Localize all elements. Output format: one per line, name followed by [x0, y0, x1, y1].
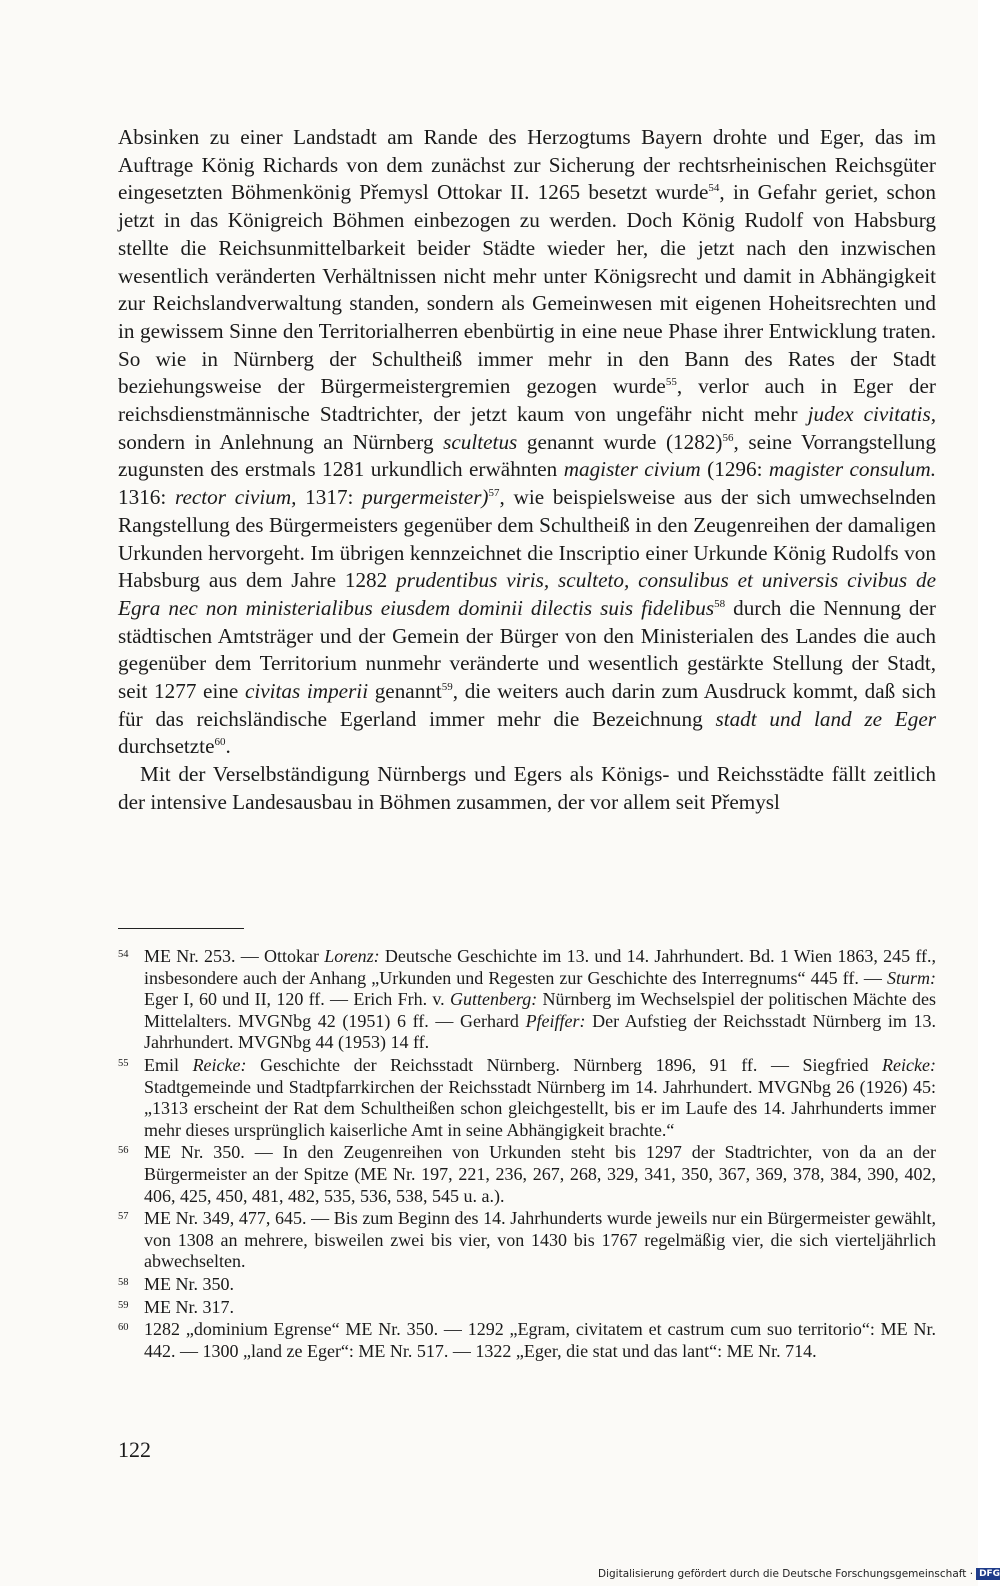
- footnote-59: 59 ME Nr. 317.: [118, 1296, 234, 1317]
- footnote-ref-60: 60: [214, 736, 226, 749]
- footnote-56: 56 ME Nr. 350. — In den Zeugenreihen von Urkunden steht bis 1297 der Stadtrichter, von da an der Bürgermeister an der Spitze (ME Nr. 197, 221, 236, 267, 268, 329, 341, 350, 367, 369, 378, 384, 390, 402, 406, 425, 450, 481, 482, 535, 536, 538, 545 u. a.).: [118, 1142, 936, 1206]
- footnote-number: 57: [118, 1211, 129, 1223]
- latin-term: civitas imperii: [244, 679, 369, 704]
- footnote-ref-56: 56: [722, 431, 734, 444]
- paragraph-2: Mit der Verselbständigung Nürnbergs und Egers als Königs- und Reichsstädte fällt zeitlich der intensive Landesausbau in Böhmen zusammen, der vor allem seit Přemysl: [118, 762, 936, 814]
- footnote-number: 58: [118, 1276, 129, 1288]
- footnote-number: 60: [118, 1322, 129, 1334]
- latin-quote: prudentibus viris, sculteto, consulibus et universis civibus de Egra nec non ministerialibus eiusdem dominii dilectis suis fidelibus: [118, 568, 937, 620]
- paragraph-1: Absinken zu einer Landstadt am Rande des Herzogtums Bayern drohte und Eger, das im Auftrage König Richards von dem zunächst zur Sicherung der rechtsrheinischen Reichsgüter eingesetzten Böhmenkönig Přemysl Ottokar II. 1265 besetzt wurde$^{54}$, in Gefahr geriet, schon jetzt in das Königreich Böhmen einbezogen zu werden. Doch König Rudolf von Habsburg stellte die Reichsunmittelbarkeit beider Städte wieder her, die jetzt nach den inzwischen wesentlich veränderten Verhältnissen nicht mehr unter Königsrecht und damit in Abhängigkeit zur Reichslandverwaltung standen, sondern als Gemeinwesen mit eigenen Hoheitsrechten und in gewissem Sinne den Territorialherren ebenbürtig in eine neue Phase ihrer Entwicklung traten. So wie in Nürnberg der Schultheiß immer mehr in den Bann des Rates der Stadt beziehungsweise der Bürgermeistergremien gezogen wurde$^{55}$, verlor auch in Eger der reichsdienstmännische Stadtrichter, der jetzt kaum von ungefähr nicht mehr judex civitatis, sondern in Anlehnung an Nürnberg scultetus genannt wurde $(1282)^{56}$, seine Vorrangstellung zugunsten des erstmals 1281 urkundlich erwähnten magister civium (1296: magister consulum. 1316: rector civium, 1317: purgermeister)$^{57}$, wie beispielsweise aus der sich umwechselnden Rangstellung des Bürgermeisters gegenüber dem Schultheiß in den Zeugenreihen der damaligen Urkunden hervorgeht. Im übrigen kennzeichnet die Inscriptio einer Urkunde König Rudolfs von Habsburg aus dem Jahre 1282 prudentibus viris, sculteto, consulibus et universis civibus de Egra nec non ministerialibus eiusdem dominii dilectis suis fidelibus$^{58}$ durch die Nennung der städtischen Amtsträger und der Gemein der Bürger von den Ministerialen des Landes die auch gegenüber dem Territorium nunmehr veränderte und wesentlich gestärkte Stellung der Stadt, seit 1277 eine civitas imperii genannt$^{59}$, die weiters auch darin zum Ausdruck kommt, daß sich für das reichsländische Egerland immer mehr die Bezeichnung stadt und land ze Eger durchsetzte$^{60}$.: [118, 125, 937, 759]
- footnote-58: 58 ME Nr. 350.: [118, 1273, 234, 1294]
- author-name: Reicke:: [192, 1054, 247, 1075]
- author-name: Sturm:: [887, 967, 936, 988]
- latin-term: magister civium: [563, 457, 701, 482]
- body-text: [118, 124, 936, 817]
- footnote-number: 55: [118, 1057, 129, 1069]
- footnote-number: 56: [118, 1145, 129, 1157]
- footnote-ref-57: 57: [488, 487, 500, 500]
- latin-term: rector civium,: [174, 485, 297, 510]
- footnote-ref-55: 55: [665, 376, 677, 389]
- credit-text: Digitalisierung gefördert durch die Deutsche Forschungsgemeinschaft ·: [598, 1568, 974, 1580]
- latin-term: judex civitatis,: [807, 402, 936, 427]
- footnote-separator: [118, 928, 244, 929]
- latin-term: magister consulum.: [768, 457, 936, 482]
- footnote-ref-54: 54: [708, 182, 720, 195]
- author-name: Reicke:: [882, 1054, 936, 1075]
- author-name: Guttenberg:: [449, 989, 538, 1010]
- page-number: 122: [118, 1437, 151, 1462]
- latin-term: purgermeister): [362, 485, 489, 510]
- german-term: stadt und land ze Eger: [715, 706, 936, 731]
- footnote-number: 54: [118, 949, 129, 960]
- digitization-credit: [598, 1568, 1000, 1580]
- author-name: Pfeiffer:: [525, 1010, 586, 1031]
- latin-term: scultetus: [443, 429, 518, 454]
- footnotes: [118, 946, 936, 1363]
- footnote-54: 54 ME Nr. 253. — Ottokar Lorenz: Deutsche Geschichte im 13. und 14. Jahrhundert. Bd. 1 Wien 1863, 245 ff., insbesondere auch der Anhang „Urkunden und Regesten zur Geschichte des Interregnums“ 445 ff. — Sturm: Eger I, 60 und II, 120 ff. — Erich Frh. v. Guttenberg: Nürnberg im Wechselspiel der politischen Mächte des Mittelalters. MVGNbg 42 (1951) 6 ff. — Gerhard Pfeiffer: Der Aufstieg der Reichsstadt Nürnberg im 13. Jahrhundert. MVGNbg 44 (1953) 14 ff.: [118, 946, 937, 1053]
- footnote-57: 57 ME Nr. 349, 477, 645. — Bis zum Beginn des 14. Jahrhunderts wurde jeweils nur ein Bürgermeister gewählt, von 1308 an mehrere, bisweilen zwei bis vier, von 1430 bis 1767 regelmäßig vier, die sich vierteljährlich abwechselten.: [118, 1208, 936, 1272]
- footnote-ref-59: 59: [441, 681, 453, 693]
- footnote-60: 60 1282 „dominium Egrense“ ME Nr. 350. — 1292 „Egram, civitatem et castrum cum suo territorio“: ME Nr. 442. — 1300 „land ze Eger“: ME Nr. 517. — 1322 „Eger, die stat und das lant“: ME Nr. 714.: [118, 1319, 936, 1361]
- footnote-ref-58: 58: [714, 597, 726, 610]
- footnote-number: 59: [118, 1299, 129, 1311]
- page-edge: [978, 0, 1000, 1586]
- dfg-logo: DFG: [976, 1568, 1000, 1580]
- footnote-55: 55 Emil Reicke: Geschichte der Reichsstadt Nürnberg. Nürnberg 1896, 91 ff. — Siegfried Reicke: Stadtgemeinde und Stadtpfarrkirchen der Reichsstadt Nürnberg im 14. Jahrhundert. MVGNbg 26 (1926) 45: „1313 erscheint der Rat dem Schultheißen schon gleichgestellt, bis er im Laufe des 14. Jahrhunderts immer mehr dieses ursprünglich kaiserliche Amt in seine Abhängigkeit brachte.“: [118, 1054, 936, 1140]
- author-name: Lorenz:: [324, 946, 380, 966]
